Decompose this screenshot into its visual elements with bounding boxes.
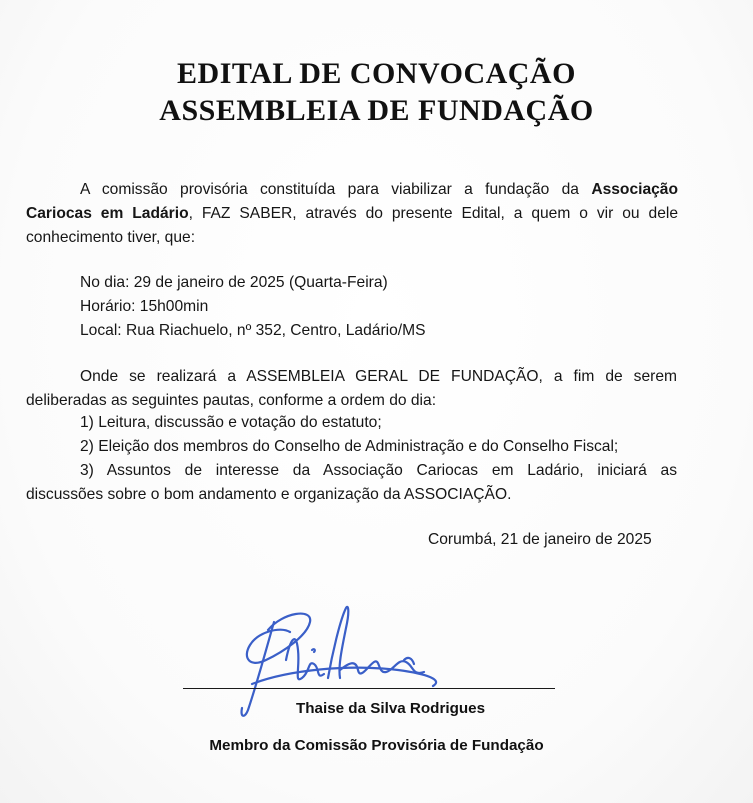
intro-text-1: A comissão provisória constituída para viabilizar a fundação da — [80, 181, 579, 198]
intro-line-3: conhecimento tiver, que: — [26, 229, 196, 246]
agenda-item-1: 1) Leitura, discussão e votação do estatuto; — [80, 414, 382, 431]
agenda-intro-line-2: deliberadas as seguintes pautas, conforme a ordem do dia: — [26, 392, 437, 409]
place-date: Corumbá, 21 de janeiro de 2025 — [428, 531, 652, 548]
agenda-item-3-line-2: discussões sobre o bom andamento e organização da ASSOCIAÇÃO. — [26, 486, 512, 503]
association-name: Cariocas em Ladário — [26, 205, 189, 222]
intro-text-2: , FAZ SABER, através do presente Edital, a quem o vir ou dele — [188, 205, 679, 222]
agenda-intro-line-1: Onde se realizará a ASSEMBLEIA GERAL DE FUNDAÇÃO, a fim de serem — [80, 368, 677, 385]
signatory-name: Thaise da Silva Rodrigues — [295, 700, 486, 717]
meeting-location: Local: Rua Riachuelo, nº 352, Centro, Ladário/MS — [80, 322, 426, 339]
document-title-line2: ASSEMBLEIA DE FUNDAÇÃO — [159, 94, 594, 127]
intro-bold-1: Associação — [591, 181, 678, 198]
meeting-time: Horário: 15h00min — [80, 298, 209, 315]
document-title-line1: EDITAL DE CONVOCAÇÃO — [177, 57, 576, 90]
signature-line — [183, 688, 555, 689]
signatory-role: Membro da Comissão Provisória de Fundação — [209, 737, 544, 754]
agenda-item-3-line-1: 3) Assuntos de interesse da Associação Cariocas em Ladário, iniciará as — [80, 462, 677, 479]
meeting-date: No dia: 29 de janeiro de 2025 (Quarta-Feira) — [80, 274, 388, 291]
intro-line-1 — [80, 178, 678, 202]
intro-line-2 — [26, 202, 678, 226]
agenda-item-2: 2) Eleição dos membros do Conselho de Administração e do Conselho Fiscal; — [80, 438, 619, 455]
